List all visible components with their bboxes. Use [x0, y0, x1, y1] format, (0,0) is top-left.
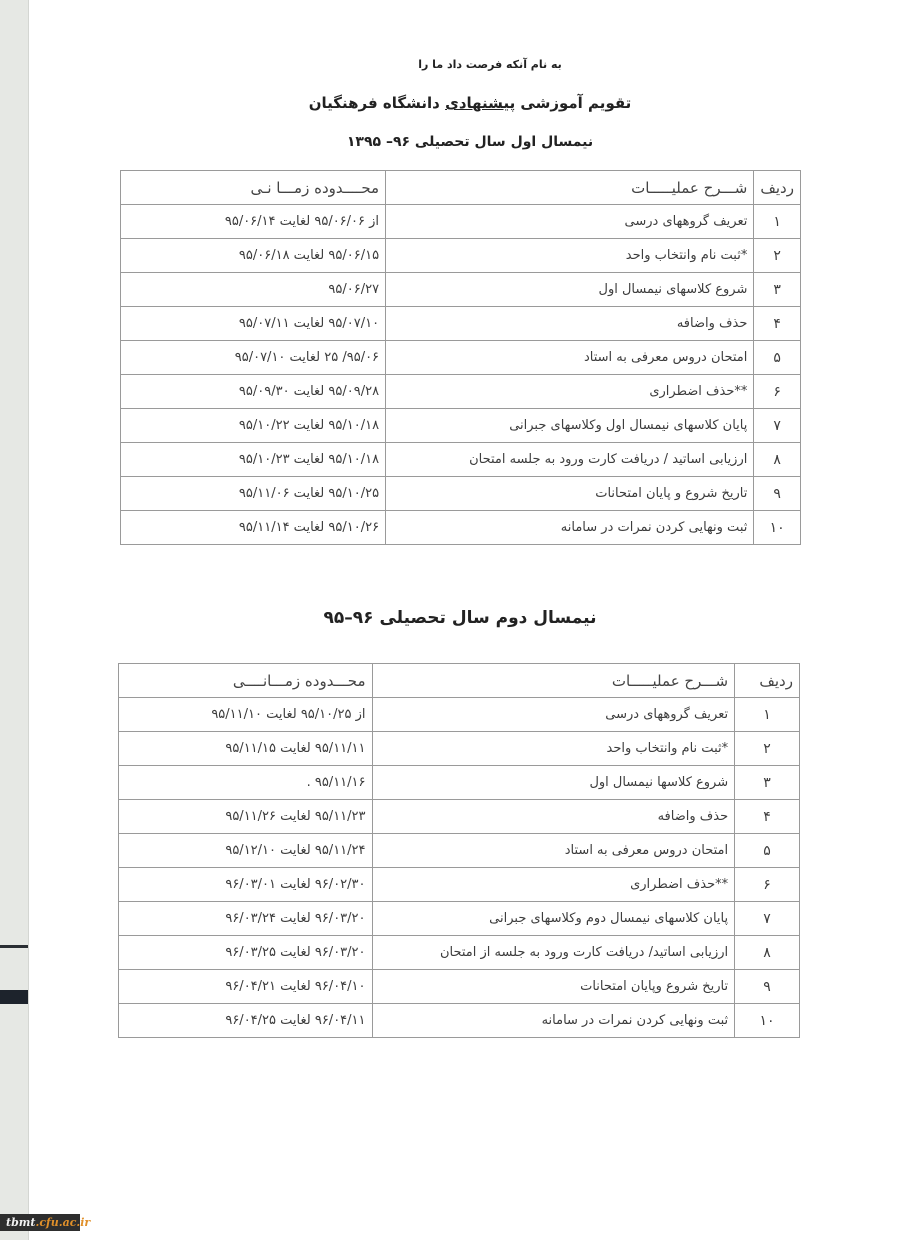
- table-row: [121, 205, 801, 239]
- semester1-title: نیمسال اول سال تحصیلی ۹۶– ۱۳۹۵: [346, 134, 594, 150]
- row-number: ۲: [735, 732, 800, 766]
- row-period: ۹۵/۰۹/۲۸ لغایت ۹۵/۰۹/۳۰: [121, 375, 386, 409]
- table-row: [121, 239, 801, 273]
- table-row: [121, 409, 801, 443]
- table-row: [121, 307, 801, 341]
- column-header-row-number: ردیف: [735, 664, 800, 698]
- row-description: *ثبت نام وانتخاب واحد: [386, 239, 754, 273]
- table-row: [119, 902, 800, 936]
- table-row: [121, 477, 801, 511]
- row-description: تعریف گروههای درسی: [372, 698, 735, 732]
- row-number: ۷: [754, 409, 801, 443]
- row-number: ۷: [735, 902, 800, 936]
- row-description: شروع کلاسها نیمسال اول: [372, 766, 735, 800]
- row-period: ۹۵/۰۶/۲۷: [121, 273, 386, 307]
- row-period: از ۹۵/۱۰/۲۵ لغایت ۹۵/۱۱/۱۰: [119, 698, 373, 732]
- row-period: ۹۵/۱۱/۱۶ .: [119, 766, 373, 800]
- table-row: [121, 443, 801, 477]
- row-number: ۳: [754, 273, 801, 307]
- row-number: ۹: [754, 477, 801, 511]
- table-row: [119, 868, 800, 902]
- row-period: ۹۶/۰۴/۱۰ لغایت ۹۶/۰۴/۲۱: [119, 970, 373, 1004]
- row-period: ۹۵/۰۶/ ۲۵ لغایت ۹۵/۰۷/۱۰: [121, 341, 386, 375]
- table-header-row: [119, 664, 800, 698]
- semester2-title: نیمسال دوم سال تحصیلی ۹۶–۹۵: [323, 608, 597, 628]
- row-period: ۹۵/۱۱/۲۴ لغایت ۹۵/۱۲/۱۰: [119, 834, 373, 868]
- row-number: ۱: [754, 205, 801, 239]
- table-row: [121, 375, 801, 409]
- row-description: امتحان دروس معرفی به استاد: [372, 834, 735, 868]
- row-period: ۹۵/۱۰/۱۸ لغایت ۹۵/۱۰/۲۳: [121, 443, 386, 477]
- table-row: [121, 511, 801, 545]
- row-period: ۹۵/۱۰/۲۵ لغایت ۹۵/۱۱/۰۶: [121, 477, 386, 511]
- watermark-domain: .cfu.ac.ir: [35, 1216, 91, 1229]
- row-number: ۳: [735, 766, 800, 800]
- row-period: ۹۵/۱۱/۲۳ لغایت ۹۵/۱۱/۲۶: [119, 800, 373, 834]
- site-watermark: [0, 1214, 91, 1231]
- bismillah-heading: به نام آنکه فرصت داد ما را: [418, 58, 562, 71]
- row-description: شروع کلاسهای نیمسال اول: [386, 273, 754, 307]
- row-number: ۴: [754, 307, 801, 341]
- row-number: ۶: [754, 375, 801, 409]
- row-description: ارزیابی اساتید/ دریافت کارت ورود به جلسه از امتحان: [372, 936, 735, 970]
- title-part: تقویم آموزشی: [515, 94, 632, 112]
- row-description: تاریخ شروع وپایان امتحانات: [372, 970, 735, 1004]
- row-description: تعریف گروههای درسی: [386, 205, 754, 239]
- table-row: [121, 341, 801, 375]
- table-header-row: [121, 171, 801, 205]
- table-row: [119, 1004, 800, 1038]
- row-number: ۱۰: [735, 1004, 800, 1038]
- column-header-row-number: ردیف: [754, 171, 801, 205]
- table-row: [119, 698, 800, 732]
- title-part: دانشگاه فرهنگیان: [308, 94, 446, 112]
- row-description: تاریخ شروع و پایان امتحانات: [386, 477, 754, 511]
- row-number: ۵: [735, 834, 800, 868]
- semester2-calendar-table: [118, 663, 800, 1038]
- row-period: ۹۵/۱۱/۱۱ لغایت ۹۵/۱۱/۱۵: [119, 732, 373, 766]
- row-description: **حذف اضطراری: [386, 375, 754, 409]
- row-description: حذف واضافه: [386, 307, 754, 341]
- row-description: **حذف اضطراری: [372, 868, 735, 902]
- row-number: ۱۰: [754, 511, 801, 545]
- row-number: ۹: [735, 970, 800, 1004]
- row-description: ثبت ونهایی کردن نمرات در سامانه: [386, 511, 754, 545]
- row-number: ۲: [754, 239, 801, 273]
- row-description: حذف واضافه: [372, 800, 735, 834]
- table-row: [119, 766, 800, 800]
- row-period: ۹۵/۱۰/۲۶ لغایت ۹۵/۱۱/۱۴: [121, 511, 386, 545]
- row-number: ۸: [735, 936, 800, 970]
- row-period: ۹۵/۰۶/۱۵ لغایت ۹۵/۰۶/۱۸: [121, 239, 386, 273]
- row-period: ۹۶/۰۲/۳۰ لغایت ۹۶/۰۳/۰۱: [119, 868, 373, 902]
- row-period: ۹۶/۰۳/۲۰ لغایت ۹۶/۰۳/۲۴: [119, 902, 373, 936]
- watermark-subdomain: tbmt: [6, 1216, 36, 1229]
- table-row: [119, 732, 800, 766]
- column-header-period: محـــدوده زمـــانــــی: [119, 664, 373, 698]
- row-period: ۹۵/۰۷/۱۰ لغایت ۹۵/۰۷/۱۱: [121, 307, 386, 341]
- row-description: *ثبت نام وانتخاب واحد: [372, 732, 735, 766]
- table-row: [119, 800, 800, 834]
- row-period: ۹۵/۱۰/۱۸ لغایت ۹۵/۱۰/۲۲: [121, 409, 386, 443]
- row-number: ۸: [754, 443, 801, 477]
- table-row: [119, 936, 800, 970]
- scan-edge-mark: [0, 945, 28, 948]
- row-description: ثبت ونهایی کردن نمرات در سامانه: [372, 1004, 735, 1038]
- table-row: [121, 273, 801, 307]
- row-number: ۶: [735, 868, 800, 902]
- table-row: [119, 834, 800, 868]
- row-description: پایان کلاسهای نیمسال اول وکلاسهای جبرانی: [386, 409, 754, 443]
- row-period: ۹۶/۰۳/۲۰ لغایت ۹۶/۰۳/۲۵: [119, 936, 373, 970]
- column-header-description: شـــرح عمليـــــات: [372, 664, 735, 698]
- semester1-calendar-table: [120, 170, 801, 545]
- title-underlined-word: پیشنهادی: [445, 94, 516, 112]
- row-period: از ۹۵/۰۶/۰۶ لغایت ۹۵/۰۶/۱۴: [121, 205, 386, 239]
- row-description: ارزیابی اساتید / دریافت کارت ورود به جلسه امتحان: [386, 443, 754, 477]
- column-header-period: محــــدوده زمـــا نـی: [121, 171, 386, 205]
- row-period: ۹۶/۰۴/۱۱ لغایت ۹۶/۰۴/۲۵: [119, 1004, 373, 1038]
- column-header-description: شـــرح عمليـــــات: [386, 171, 754, 205]
- row-description: امتحان دروس معرفی به استاد: [386, 341, 754, 375]
- scan-edge-mark: [0, 990, 28, 1004]
- row-number: ۵: [754, 341, 801, 375]
- document-title: [0, 94, 900, 112]
- table-row: [119, 970, 800, 1004]
- row-number: ۱: [735, 698, 800, 732]
- row-description: پایان کلاسهای نیمسال دوم وکلاسهای جبرانی: [372, 902, 735, 936]
- row-number: ۴: [735, 800, 800, 834]
